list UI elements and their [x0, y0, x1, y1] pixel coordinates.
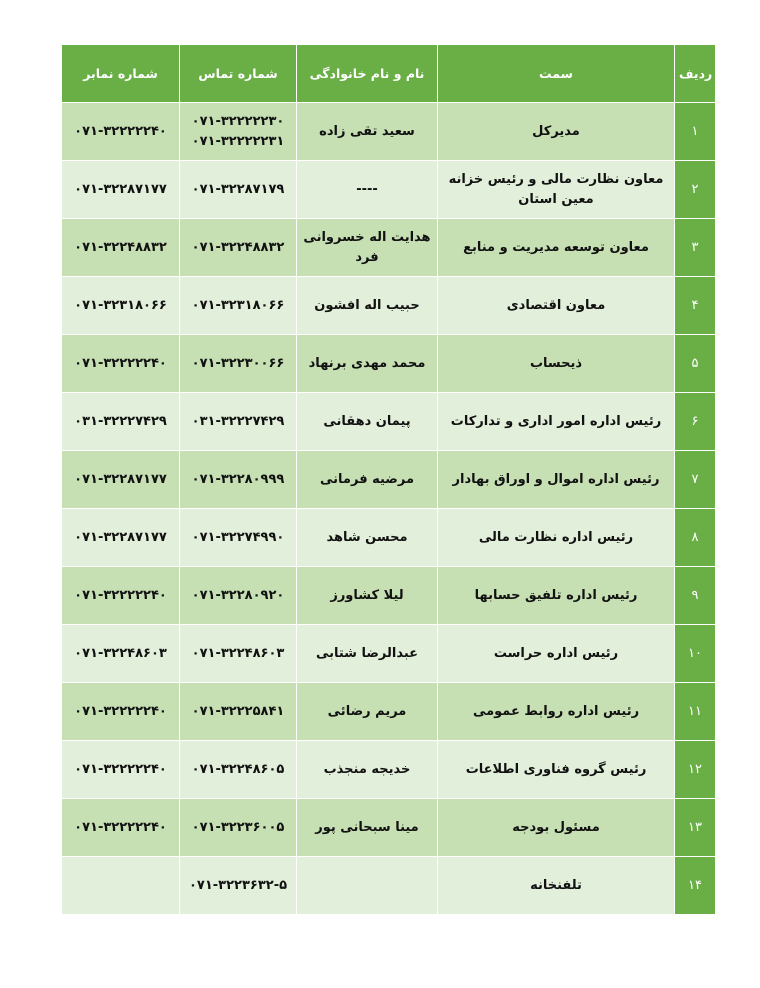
- row-name: خدیجه منجذب: [296, 741, 437, 798]
- row-title: تلفنخانه: [437, 857, 674, 914]
- table-row: [62, 219, 715, 277]
- row-phone: [179, 219, 296, 276]
- row-fax: [62, 451, 179, 508]
- table-row: [62, 393, 715, 451]
- table-row: [62, 567, 715, 625]
- row-index: ۳: [674, 219, 715, 276]
- row-name: هدایت اله خسروانی فرد: [296, 219, 437, 276]
- row-fax: [62, 277, 179, 334]
- row-index: ۴: [674, 277, 715, 334]
- row-title: رئیس اداره نظارت مالی: [437, 509, 674, 566]
- phone-list: [192, 238, 285, 258]
- header-title: سمت: [437, 45, 674, 102]
- table-row: [62, 451, 715, 509]
- row-fax: [62, 625, 179, 682]
- row-index: ۲: [674, 161, 715, 218]
- phone-number: ۰۷۱-۳۲۲۴۸۶۰۵: [191, 761, 285, 777]
- table-body: [62, 103, 715, 915]
- row-fax: [62, 857, 179, 914]
- table-row: [62, 277, 715, 335]
- phone-list: [192, 354, 285, 374]
- row-name: پیمان دهقانی: [296, 393, 437, 450]
- row-fax: [62, 335, 179, 392]
- phone-number: ۰۷۱-۳۲۲۴۸۶۰۳: [191, 645, 285, 661]
- row-index: ۶: [674, 393, 715, 450]
- fax-number: ۰۷۱-۳۲۲۲۲۲۴۰: [74, 123, 167, 139]
- row-index: ۱۲: [674, 741, 715, 798]
- row-title: رئیس اداره تلفیق حسابها: [437, 567, 674, 624]
- row-name: لیلا کشاورز: [296, 567, 437, 624]
- row-fax: [62, 509, 179, 566]
- row-phone: [179, 451, 296, 508]
- row-title: معاون اقتصادی: [437, 277, 674, 334]
- row-fax: [62, 161, 179, 218]
- row-phone: [179, 509, 296, 566]
- phone-list: [192, 470, 285, 490]
- phone-list: [192, 296, 285, 316]
- table-header: [62, 45, 715, 103]
- phone-number: ۰۷۱-۳۲۲۲۲۲۳۱: [191, 133, 285, 149]
- row-name: سعید تقی زاده: [296, 103, 437, 160]
- row-title: معاون نظارت مالی و رئیس خزانه معین استان: [437, 161, 674, 218]
- row-title: رئیس اداره امور اداری و تدارکات: [437, 393, 674, 450]
- phone-list: [192, 412, 285, 432]
- row-phone: [179, 567, 296, 624]
- fax-number: ۰۷۱-۳۲۲۲۲۲۴۰: [74, 587, 167, 603]
- phone-number: ۰۷۱-۳۲۲۴۸۸۳۲: [191, 239, 285, 255]
- row-phone: [179, 103, 296, 160]
- fax-number: ۰۷۱-۳۲۳۱۸۰۶۶: [74, 297, 167, 313]
- row-phone: [179, 161, 296, 218]
- row-index: ۱۳: [674, 799, 715, 856]
- row-phone: [179, 857, 296, 914]
- row-fax: [62, 799, 179, 856]
- row-index: ۱۰: [674, 625, 715, 682]
- phone-number: ۰۷۱-۳۲۲۸۰۹۹۹: [191, 471, 285, 487]
- fax-number: ۰۷۱-۳۲۲۴۸۶۰۳: [74, 645, 167, 661]
- row-name: مینا سبحانی پور: [296, 799, 437, 856]
- row-name: [296, 857, 437, 914]
- phone-number: ۰۷۱-۳۲۲۲۵۸۴۱: [191, 703, 285, 719]
- row-title: رئیس اداره اموال و اوراق بهادار: [437, 451, 674, 508]
- table-row: [62, 741, 715, 799]
- row-name: محمد مهدی برنهاد: [296, 335, 437, 392]
- fax-number: ۰۳۱-۳۲۲۲۷۴۲۹: [74, 413, 167, 429]
- table-row: [62, 335, 715, 393]
- phone-list: [192, 760, 285, 780]
- row-index: ۵: [674, 335, 715, 392]
- row-phone: [179, 741, 296, 798]
- fax-number: ۰۷۱-۳۲۲۲۲۲۴۰: [74, 819, 167, 835]
- header-index: ردیف: [674, 45, 715, 102]
- fax-number: ۰۷۱-۳۲۲۸۷۱۷۷: [74, 471, 167, 487]
- phone-number: ۰۷۱-۳۲۲۲۲۲۳۰: [191, 113, 285, 129]
- row-index: ۱: [674, 103, 715, 160]
- table-row: [62, 683, 715, 741]
- phone-list: [192, 818, 285, 838]
- row-name: ----: [296, 161, 437, 218]
- row-phone: [179, 393, 296, 450]
- header-phone: شماره تماس: [179, 45, 296, 102]
- phone-number: ۰۷۱-۳۲۲۳۶۰۰۵: [191, 819, 285, 835]
- phone-list: [192, 528, 285, 548]
- row-index: ۹: [674, 567, 715, 624]
- phone-list: [192, 180, 285, 200]
- row-index: ۷: [674, 451, 715, 508]
- row-name: عبدالرضا شتابی: [296, 625, 437, 682]
- phone-list: [192, 586, 285, 606]
- row-fax: [62, 219, 179, 276]
- fax-number: ۰۷۱-۳۲۲۸۷۱۷۷: [74, 181, 167, 197]
- phone-number: ۰۷۱-۳۲۲۳۰۰۶۶: [191, 355, 285, 371]
- table-row: [62, 799, 715, 857]
- row-fax: [62, 393, 179, 450]
- phone-number: ۰۳۱-۳۲۲۲۷۴۲۹: [191, 413, 285, 429]
- phone-number: ۰۷۱-۳۲۳۱۸۰۶۶: [191, 297, 285, 313]
- row-phone: [179, 335, 296, 392]
- table-row: [62, 103, 715, 161]
- fax-number: ۰۷۱-۳۲۲۴۸۸۳۲: [74, 239, 167, 255]
- fax-number: ۰۷۱-۳۲۲۲۲۲۴۰: [74, 703, 167, 719]
- fax-number: ۰۷۱-۳۲۲۸۷۱۷۷: [74, 529, 167, 545]
- row-index: ۱۴: [674, 857, 715, 914]
- row-title: ذیحساب: [437, 335, 674, 392]
- fax-number: ۰۷۱-۳۲۲۲۲۲۴۰: [74, 761, 167, 777]
- phone-number: ۰۷۱-۳۲۲۳۶۳۲-۵: [188, 877, 288, 893]
- row-name: محسن شاهد: [296, 509, 437, 566]
- row-index: ۸: [674, 509, 715, 566]
- row-title: رئیس اداره روابط عمومی: [437, 683, 674, 740]
- table-row: [62, 509, 715, 567]
- header-fax: شماره نمابر: [83, 65, 158, 81]
- row-index: ۱۱: [674, 683, 715, 740]
- phone-number: ۰۷۱-۳۲۲۸۰۹۲۰: [191, 587, 285, 603]
- row-phone: [179, 799, 296, 856]
- row-title: رئیس اداره حراست: [437, 625, 674, 682]
- phone-list: [192, 702, 285, 722]
- phone-number: ۰۷۱-۳۲۲۷۴۹۹۰: [191, 529, 285, 545]
- table-row: [62, 161, 715, 219]
- row-name: مریم رضائی: [296, 683, 437, 740]
- row-title: معاون توسعه مدیریت و منابع: [437, 219, 674, 276]
- row-phone: [179, 625, 296, 682]
- row-name: مرضیه فرمانی: [296, 451, 437, 508]
- row-phone: [179, 683, 296, 740]
- row-name: حبیب اله افشون: [296, 277, 437, 334]
- phone-number: ۰۷۱-۳۲۲۸۷۱۷۹: [191, 181, 285, 197]
- row-title: رئیس گروه فناوری اطلاعات: [437, 741, 674, 798]
- phone-list: [192, 112, 285, 152]
- row-phone: [179, 277, 296, 334]
- contact-table: [62, 45, 715, 915]
- phone-list: [189, 876, 287, 896]
- row-fax: [62, 567, 179, 624]
- phone-list: [192, 644, 285, 664]
- row-fax: [62, 683, 179, 740]
- fax-number: ۰۷۱-۳۲۲۲۲۲۴۰: [74, 355, 167, 371]
- row-title: مدیرکل: [437, 103, 674, 160]
- table-row: [62, 625, 715, 683]
- row-fax: [62, 103, 179, 160]
- header-name: نام و نام خانوادگی: [296, 45, 437, 102]
- row-fax: [62, 741, 179, 798]
- row-title: مسئول بودجه: [437, 799, 674, 856]
- table-row: [62, 857, 715, 915]
